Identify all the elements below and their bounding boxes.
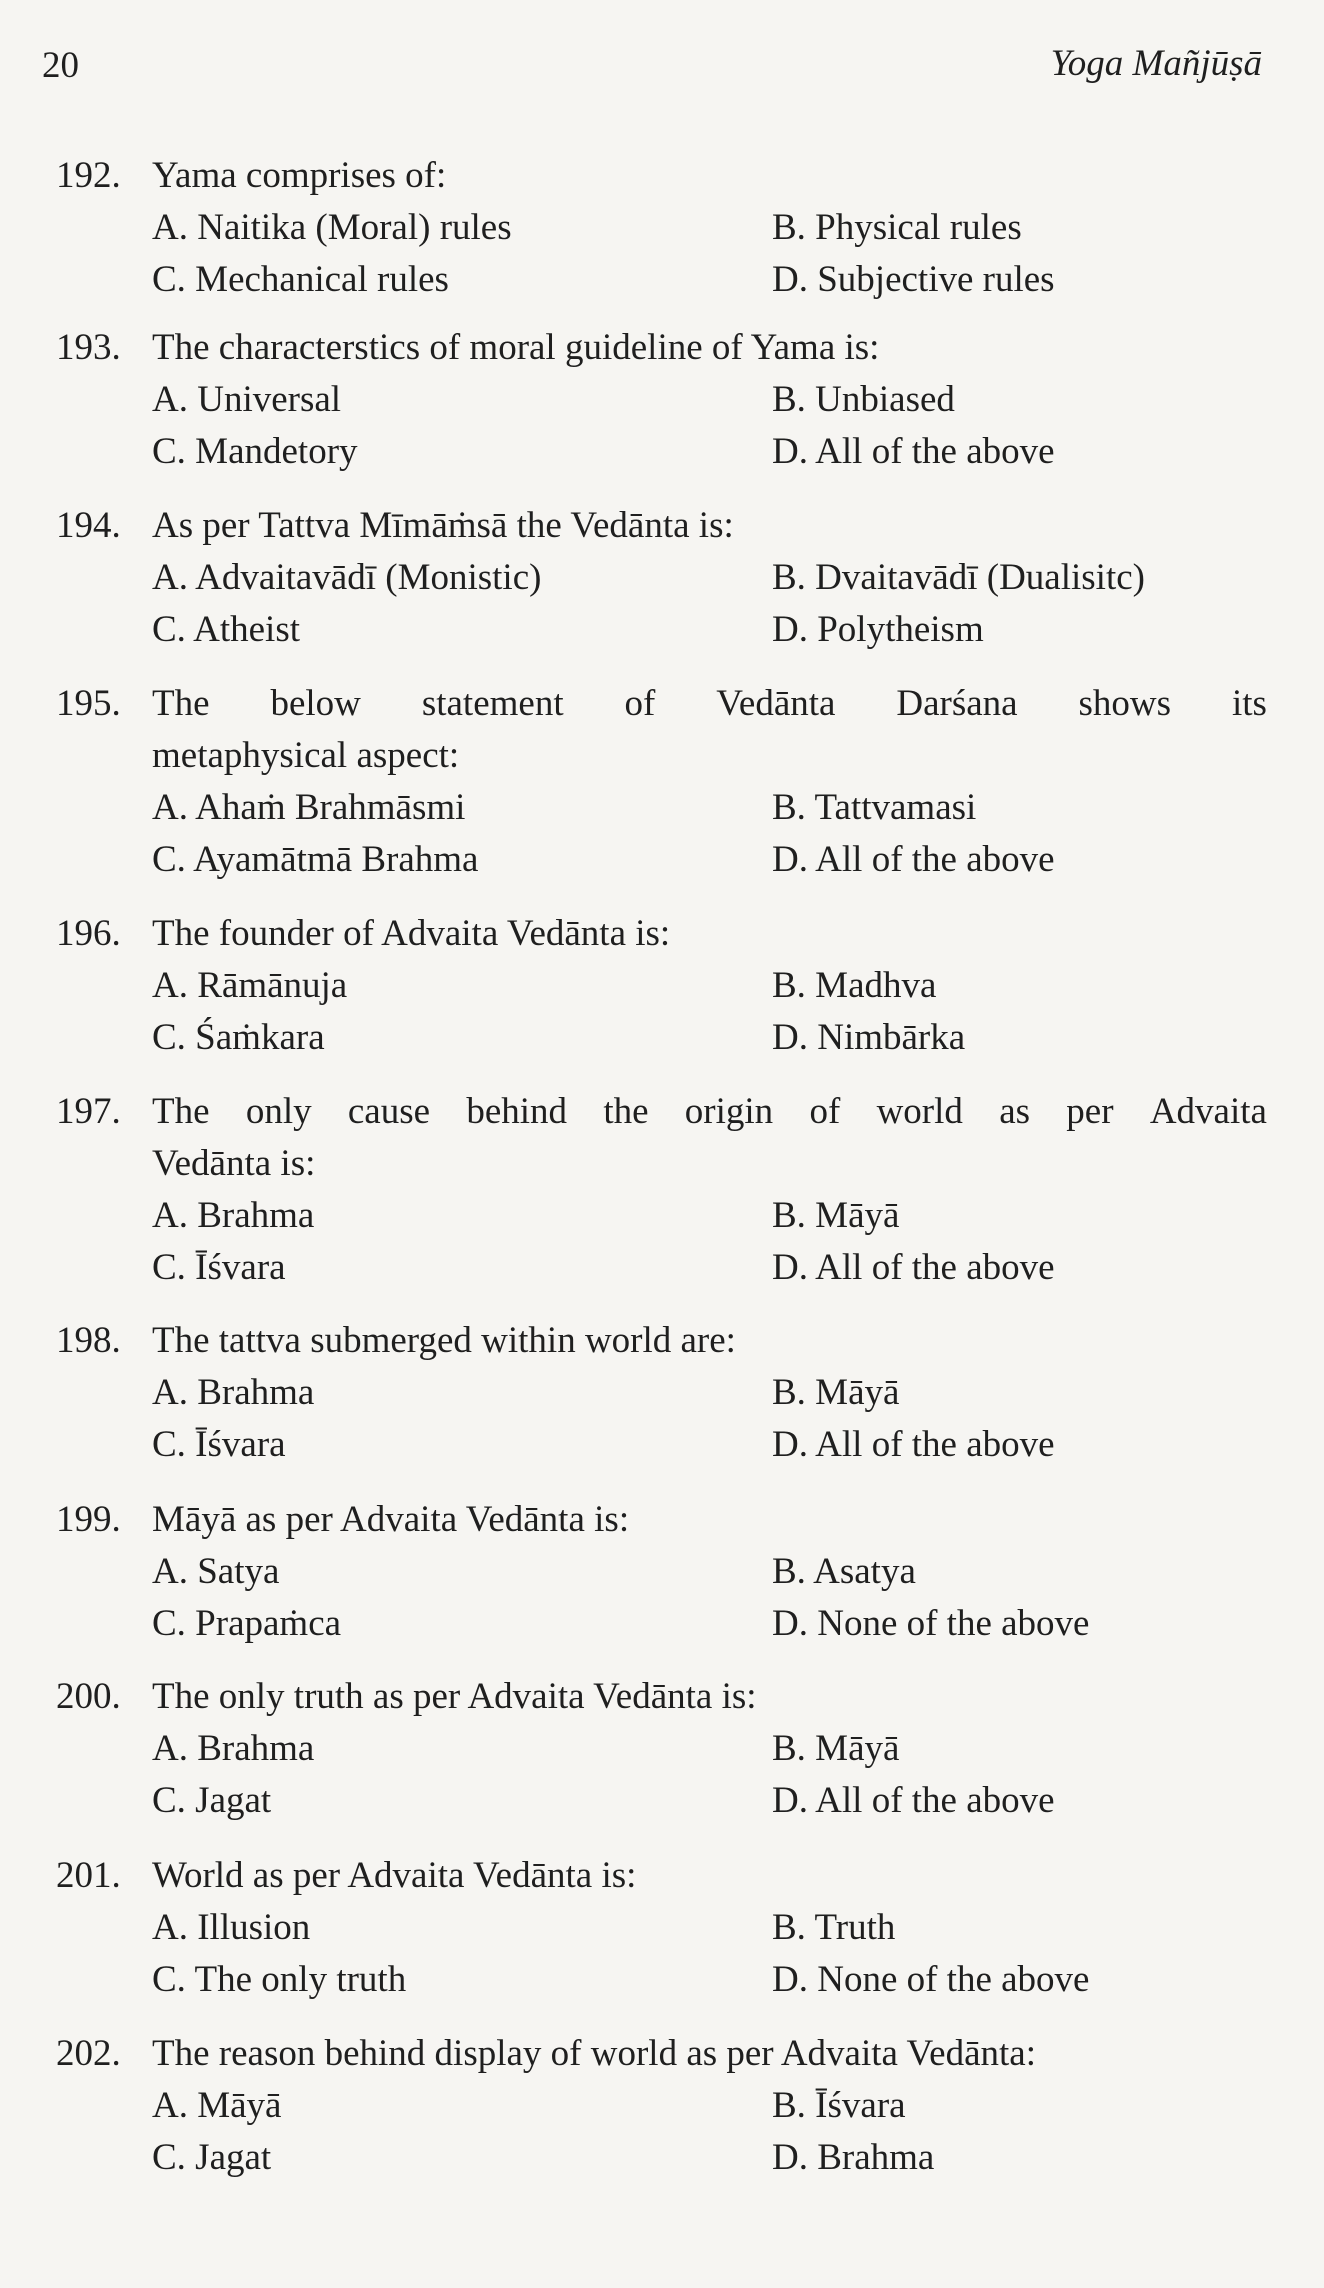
question-stem — [56, 908, 1266, 960]
option-d: D. Polytheism — [772, 609, 984, 650]
option-b: B. Māyā — [772, 1195, 900, 1236]
question-201 — [56, 1850, 1266, 2006]
question-text: The only truth as per Advaita Vedānta is: — [152, 1676, 757, 1717]
question-stem — [56, 1671, 1266, 1723]
option-a: A. Naitika (Moral) rules — [152, 207, 512, 248]
stem-word: shows — [1078, 683, 1172, 724]
answer-options — [152, 1546, 1266, 1650]
option-b: B. Māyā — [772, 1728, 900, 1769]
stem-word: The — [152, 1091, 210, 1132]
stem-second-line: Vedānta is: — [152, 1143, 316, 1184]
option-a: A. Advaitavādī (Monistic) — [152, 557, 542, 598]
answer-options — [152, 374, 1266, 478]
option-c: C. The only truth — [152, 1959, 407, 2000]
option-b: B. Īśvara — [772, 2085, 906, 2126]
option-c: C. Prapaṁca — [152, 1603, 342, 1644]
question-number: 196. — [56, 913, 121, 954]
question-stem — [56, 1086, 1266, 1190]
page-number: 20 — [42, 45, 79, 86]
answer-options — [152, 1190, 1266, 1294]
question-stem — [56, 1315, 1266, 1367]
stem-word: per — [1066, 1091, 1114, 1132]
option-a: A. Universal — [152, 379, 342, 420]
option-b: B. Asatya — [772, 1551, 916, 1592]
stem-word: of — [624, 683, 656, 724]
question-192 — [56, 150, 1266, 306]
question-stem — [56, 150, 1266, 202]
option-a: A. Brahma — [152, 1195, 315, 1236]
option-d: D. Brahma — [772, 2137, 935, 2178]
option-c: C. Jagat — [152, 1780, 272, 1821]
option-a: A. Māyā — [152, 2085, 282, 2126]
justified-stem-line — [152, 1086, 1267, 1138]
option-b: B. Māyā — [772, 1372, 900, 1413]
question-stem — [56, 678, 1266, 782]
stem-word: its — [1231, 683, 1267, 724]
question-number: 199. — [56, 1499, 121, 1540]
option-a: A. Brahma — [152, 1728, 315, 1769]
question-text: Māyā as per Advaita Vedānta is: — [152, 1499, 630, 1540]
stem-word: statement — [421, 683, 564, 724]
option-d: D. All of the above — [772, 1247, 1055, 1288]
option-a: A. Rāmānuja — [152, 965, 348, 1006]
option-c: C. Jagat — [152, 2137, 272, 2178]
question-number: 200. — [56, 1676, 121, 1717]
option-b: B. Unbiased — [772, 379, 955, 420]
question-200 — [56, 1671, 1266, 1827]
stem-word: world — [876, 1091, 963, 1132]
question-194 — [56, 500, 1266, 656]
stem-word: the — [603, 1091, 649, 1132]
question-number: 195. — [56, 683, 121, 724]
stem-word: The — [152, 683, 210, 724]
question-stem — [56, 500, 1266, 552]
answer-options — [152, 1902, 1266, 2006]
answer-options — [152, 1723, 1266, 1827]
justified-stem-line — [152, 678, 1267, 730]
question-text: The founder of Advaita Vedānta is: — [152, 913, 671, 954]
option-b: B. Madhva — [772, 965, 937, 1006]
stem-second-line: metaphysical aspect: — [152, 735, 460, 776]
option-c: C. Mandetory — [152, 431, 358, 472]
question-number: 198. — [56, 1320, 121, 1361]
question-text: World as per Advaita Vedānta is: — [152, 1855, 637, 1896]
answer-options — [152, 552, 1266, 656]
stem-word: behind — [466, 1091, 568, 1132]
option-d: D. All of the above — [772, 431, 1055, 472]
question-number: 201. — [56, 1855, 121, 1896]
option-c: C. Īśvara — [152, 1247, 286, 1288]
question-text: Yama comprises of: — [152, 155, 447, 196]
option-c: C. Śaṁkara — [152, 1017, 325, 1058]
option-c: C. Atheist — [152, 609, 301, 650]
answer-options — [152, 960, 1266, 1064]
question-number: 192. — [56, 155, 121, 196]
question-text: The reason behind display of world as per Advaita Vedānta: — [152, 2033, 1036, 2074]
option-d: D. Nimbārka — [772, 1017, 966, 1058]
question-202 — [56, 2028, 1266, 2184]
question-196 — [56, 908, 1266, 1064]
question-text: The tattva submerged within world are: — [152, 1320, 736, 1361]
question-text — [152, 1086, 1267, 1190]
stem-word: below — [270, 683, 361, 724]
stem-word: as — [999, 1091, 1031, 1132]
option-d: D. None of the above — [772, 1603, 1090, 1644]
stem-word: of — [809, 1091, 841, 1132]
option-d: D. All of the above — [772, 1424, 1055, 1465]
option-d: D. Subjective rules — [772, 259, 1055, 300]
question-number: 193. — [56, 327, 121, 368]
question-number: 202. — [56, 2033, 121, 2074]
question-193 — [56, 322, 1266, 478]
stem-word: Advaita — [1149, 1091, 1267, 1132]
stem-word: cause — [347, 1091, 431, 1132]
option-a: A. Ahaṁ Brahmāsmi — [152, 787, 466, 828]
question-text — [152, 678, 1267, 782]
question-198 — [56, 1315, 1266, 1471]
question-number: 194. — [56, 505, 121, 546]
question-199 — [56, 1494, 1266, 1650]
option-d: D. All of the above — [772, 839, 1055, 880]
answer-options — [152, 1367, 1266, 1471]
option-a: A. Brahma — [152, 1372, 315, 1413]
option-b: B. Physical rules — [772, 207, 1022, 248]
question-text: As per Tattva Mīmāṁsā the Vedānta is: — [152, 505, 734, 546]
question-195 — [56, 678, 1266, 886]
question-text: The characterstics of moral guideline of Yama is: — [152, 327, 880, 368]
question-stem — [56, 322, 1266, 374]
question-197 — [56, 1086, 1266, 1294]
stem-word: only — [245, 1091, 312, 1132]
running-head: Yoga Mañjūṣā — [1050, 43, 1262, 84]
option-b: B. Truth — [772, 1907, 896, 1948]
option-b: B. Dvaitavādī (Dualisitc) — [772, 557, 1145, 598]
answer-options — [152, 202, 1266, 306]
question-number: 197. — [56, 1091, 121, 1132]
stem-word: origin — [684, 1091, 774, 1132]
option-b: B. Tattvamasi — [772, 787, 977, 828]
option-a: A. Satya — [152, 1551, 280, 1592]
stem-word: Darśana — [896, 683, 1018, 724]
answer-options — [152, 2080, 1266, 2184]
option-c: C. Īśvara — [152, 1424, 286, 1465]
answer-options — [152, 782, 1266, 886]
question-stem — [56, 1494, 1266, 1546]
question-stem — [56, 1850, 1266, 1902]
stem-word: Vedānta — [716, 683, 836, 724]
option-a: A. Illusion — [152, 1907, 311, 1948]
option-d: D. All of the above — [772, 1780, 1055, 1821]
option-c: C. Mechanical rules — [152, 259, 449, 300]
option-d: D. None of the above — [772, 1959, 1090, 2000]
question-stem — [56, 2028, 1266, 2080]
option-c: C. Ayamātmā Brahma — [152, 839, 479, 880]
